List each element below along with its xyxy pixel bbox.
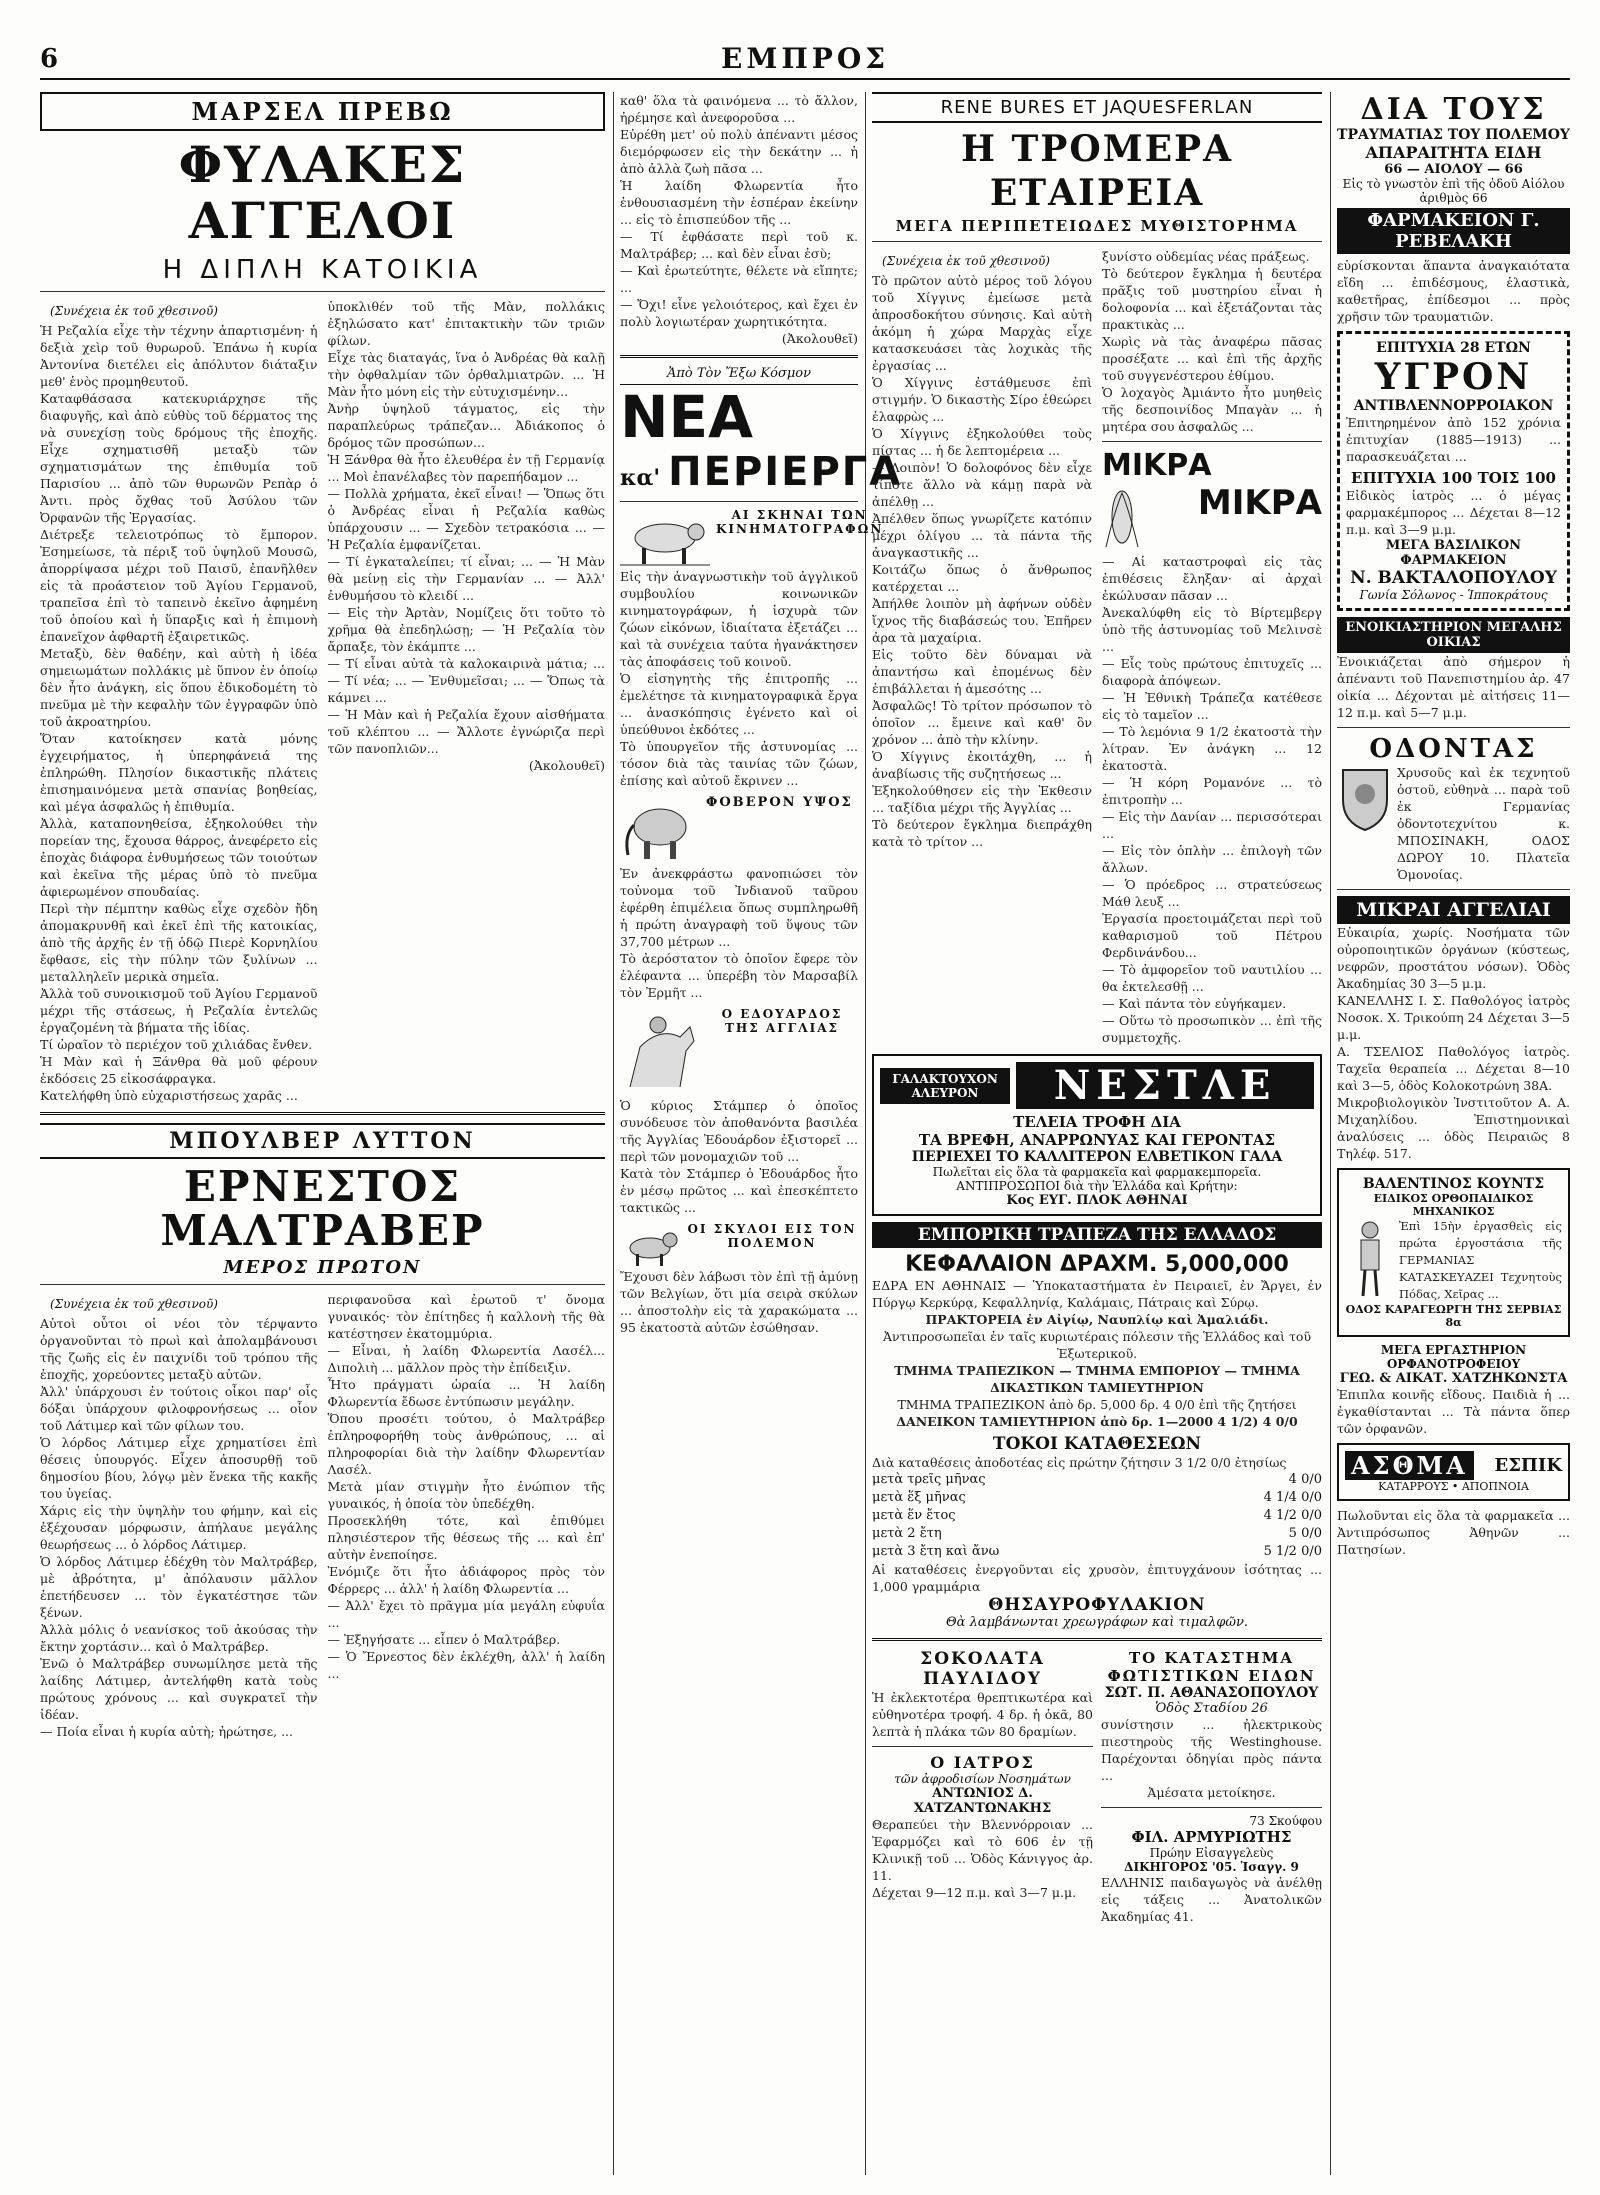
- ads-bottom: [872, 1649, 1322, 1925]
- ad-wounded-title: ΔΙΑ ΤΟΥΣ: [1360, 92, 1547, 127]
- paragraph: Ὁ εἰσηγητὴς τῆς ἐπιτροπῆς ... ἐμελέτησε τὰ κινηματογραφικὰ ἔργα ... ἀνασκόπησις ἐγένετο καὶ οἱ ὑπεύθυνοι ἐκδότες ...: [620, 671, 858, 737]
- ad-orthopedic-address: ΟΔΟΣ ΚΑΡΑΓΕΩΡΓΗ ΤΗΣ ΣΕΡΒΙΑΣ 8α: [1345, 1303, 1562, 1329]
- story1-body: [40, 298, 605, 1104]
- ad-uro-address: Γωνία Σόλωνος - Ἱπποκράτους: [1359, 588, 1548, 602]
- ad-rent-title: ΕΝΟΙΚΙΑΣΤΗΡΙΟΝ ΜΕΓΑΛΗΣ ΟΙΚΙΑΣ: [1337, 617, 1570, 653]
- paragraph: Ὁ Χίγγινς ἐστάθμευσε ἐπὶ στιγμήν. Ὁ δικαστὴς Σίρο ἐθεώρει ἐλαφρὼς ...: [872, 375, 1092, 424]
- ad-bank-title: ΕΜΠΟΡΙΚΗ ΤΡΑΠΕΖΑ ΤΗΣ ΕΛΛΑΔΟΣ: [872, 1222, 1322, 1248]
- ad-lawyer-name: ΦΙΛ. ΑΡΜΥΡΙΩΤΗΣ: [1131, 1828, 1292, 1846]
- section-title-nea: ΝΕΑ: [620, 383, 754, 451]
- paragraph: — Τί ἐγκαταλείπει; τί εἶναι; ... — Ἡ Μὰν θὰ μείνῃ εἰς τὴν Γερμανίαν ... — Ἀλλ' ἐνθυμήσου τὸ κλειδί ...: [327, 554, 605, 603]
- paragraph: — Εἰς τὴν Ἀρτὰν, Νομίζεις ὅτι τοῦτο τὸ χρῆμα θὰ ἐπεδηλώσῃ; — Ἡ Ρεζαλία τὸν ἄρπαξε, τὸν ἐκάμπτε ...: [327, 605, 605, 654]
- ad-asthma-header: [1345, 1451, 1562, 1480]
- small-ads-title: ΜΙΚΡΑΙ ΑΓΓΕΛΙΑΙ: [1337, 896, 1570, 924]
- paragraph: — Ἀλλ' ἔχει τὸ πρᾶγμα μία μεγάλη εὐφυΐα ...: [327, 1598, 605, 1630]
- paragraph: — Ὁ Ἔρνεστος δὲν ἐκλέχθη, ἀλλ' ἡ λαίδη ...: [327, 1649, 605, 1681]
- paragraph: Μετὰ μίαν στιγμὴν ἦτο ἐνώπιον τῆς γυναικός, ἡ ὁποία τὸν ὑπεδέχθη.: [327, 1479, 605, 1511]
- ad-nestle-line: Πωλεῖται εἰς ὅλα τὰ φαρμακεῖα καὶ φαρμακεμπορεῖα.: [932, 1165, 1262, 1179]
- rate-row: [872, 1507, 1322, 1525]
- dog-illustration-icon: [620, 1222, 680, 1268]
- story2-body: [40, 1291, 605, 1740]
- rate-row: [872, 1489, 1322, 1507]
- ad-bank-department-line: ΤΜΗΜΑ ΤΡΑΠΕΖΙΚΟΝ ἀπὸ δρ. 5,000 δρ. 4 0/0 ἐπὶ τῆς ζητήσει: [897, 1397, 1297, 1412]
- paragraph: Κοιτάζω ὅπως ὁ ἄνθρωπος κατέρχεται ...: [872, 562, 1092, 594]
- ad-asthma-brand: ΕΣΠΙΚ: [1494, 1455, 1562, 1476]
- rate-row: [872, 1543, 1322, 1561]
- ad-shop-address: Ὁδὸς Σταδίου 26: [1155, 1701, 1268, 1716]
- paragraph: Ὁ Χίγγινς ἐξηκολούθει τοὺς πίστας ... ἡ δε λεπτομέρεια ...: [872, 426, 1092, 458]
- story2-part: ΜΕΡΟΣ ΠΡΩΤΟΝ: [223, 1257, 422, 1278]
- column-2: [620, 92, 903, 2175]
- divider: [872, 1746, 1093, 1747]
- paragraph: Χωρὶς νὰ τὰς ἀναφέρω πᾶσας προσέξατε ... καὶ ἐπὶ τῆς ἀρχῆς τοῦ συγγενέστερου ἐθίμου.: [1102, 334, 1322, 383]
- ad-bank-rates-title: ΤΟΚΟΙ ΚΑΤΑΘΕΣΕΩΝ: [992, 1434, 1202, 1454]
- story3-title: Η ΤΡΟΜΕΡΑ ΕΤΑΙΡΕΙΑ: [960, 128, 1234, 214]
- ad-shop-footer: Ἀμέσατα μετοίκησε.: [1147, 1785, 1276, 1800]
- paragraph: Ἀλλὰ τοῦ συνοικισμοῦ τοῦ Ἁγίου Γερμανοῦ μέχρι τῆς στάσεως, ἡ Ρεζαλία ἐντελῶς ἐργαζομένη τὰ βήματα τῆς ἰδίας.: [40, 986, 318, 1035]
- to-be-continued: (Ἀκολουθεῖ): [528, 758, 605, 773]
- paragraph: Αὐτοὶ οὗτοι οἱ νέοι τὸν τέρψαντο ὀργανοῦνται τὸ πρωὶ καὶ ἀπολαμβάνουσι τῆς ζωῆς εἰς ἐν παιχνίδι τοῦ τρόπου τῆς ἐποχῆς, χορεύοντες μεταξὺ αὐτῶν.: [40, 1316, 318, 1382]
- ad-pharmacy-text: εὑρίσκονται ἅπαντα ἀναγκαιότατα εἴδη ... ἐπιδέσμους, ἐλαστικὰ, καθετῆρας, ἐπίδεσμοι ... πρὸς χρῆσιν τῶν τραυματιῶν.: [1337, 258, 1570, 324]
- crest-illustration-icon: [1337, 764, 1393, 834]
- story3-body: [872, 248, 1322, 1046]
- paragraph: Ἀπέλθεν ὅπως γνωρίζετε κατόπιν μέχρι ὀλίγου ... τὰ πάντα τῆς ἀναγκαστικῆς ...: [872, 511, 1092, 560]
- news-item-heading: ΑΙ ΣΚΗΝΑΙ ΤΩΝ ΚΙΝΗΜΑΤΟΓΡΑΦΩΝ: [716, 508, 884, 536]
- story2-author: ΜΠΟΥΛΒΕΡ ΛΥΤΤΟΝ: [40, 1123, 605, 1159]
- paragraph: Ἡ λαίδη Φλωρεντία ἦτο ἐνθουσιασμένη τὴν ἑσπέραν ἐκείνην ... εἰς τὸ ἐπισπεύδον τῆς ...: [620, 178, 858, 227]
- ad-doctor-name: ΑΝΤΩΝΙΟΣ Δ. ΧΑΤΖΑΝΤΩΝΑΚΗΣ: [913, 1786, 1052, 1816]
- paragraph: Ἡ Ρεζαλία εἶχε τὴν τέχνην ἀπαρτισμένη· ἡ δεξιὰ χεὶρ τοῦ θυρωροῦ. Ἐπάνω ἡ κυρία Ἀντονίνα διετέλει εἰς ἀπόλυτον διάταξιν μεθ' ἑνὸς προμηθευτοῦ.: [40, 323, 318, 389]
- ad-wounded-items: ΑΠΑΡΑΙΤΗΤΑ ΕΙΔΗ: [1365, 143, 1542, 162]
- cow-illustration-icon: [620, 508, 710, 568]
- ad-doctor-hours: Δέχεται 9—12 π.μ. καὶ 3—7 μ.μ.: [872, 1885, 1077, 1900]
- rate-value: 4 1/4 0/0: [1263, 1490, 1322, 1505]
- ad-nestle-header: [880, 1062, 1314, 1109]
- ad-uro-text-2: Εἰδικὸς ἰατρὸς ... ὁ μέγας φαρμακέμπορος ... Δέχεται 8—12 π.μ. καὶ 3—9 μ.μ.: [1346, 488, 1561, 537]
- paragraph: — Καὶ πάντα τὸν εὐγήκαμεν.: [1102, 996, 1287, 1011]
- paragraph: Ὁ λόρδος Λάτιμερ ἐδέχθη τὸν Μαλτράβερ, μὲ ἀβρότητα, μ' ἀπόλαυσιν μᾶλλον ἐπετήδευσεν ... τὸν ἐγκατέστησε τῶν ξένων.: [40, 1554, 318, 1620]
- column-3: [872, 92, 1322, 2175]
- paragraph: Ἐξηκολούθησεν εἰς τὴν Ἐκθεσιν ... ταξίδια μέχρι τῆς Ἀγγλίας ...: [872, 783, 1092, 815]
- paragraph: Ἀσφαλῶς! Τὸ τρίτον πρόσωπον τὸ ὁποῖον ... ἔμεινε καὶ καθ' ὃν χρόνον ... ἀπὸ τὴν κλίνην.: [872, 698, 1092, 747]
- ad-chocolate-text: Ἡ ἐκλεκτοτέρα θρεπτικωτέρα καὶ εὐθηνοτέρα τροφή. 4 δρ. ἡ ὀκᾶ, 80 λεπτὰ ἡ πλάκα τῶν 80 δραμίων.: [872, 1690, 1093, 1739]
- ad-orthopedic-title: ΕΙΔΙΚΟΣ ΟΡΘΟΠΑΙΔΙΚΟΣ ΜΗΧΑΝΙΚΟΣ: [1373, 1192, 1534, 1218]
- ad-orphanage-heading: ΜΕΓΑ ΕΡΓΑΣΤΗΡΙΟΝ ΟΡΦΑΝΟΤΡΟΦΕΙΟΥ: [1380, 1343, 1527, 1371]
- ad-asthma: [1337, 1443, 1570, 1501]
- paragraph: Ἔχουσι δὲν λάβωσι τὸν ἐπὶ τῇ ἀμύνῃ τῶν Βελγίων, ὅτι μία σειρὰ σκύλων ... ἀποστολὴν εἰς τὰ χαρακώματα ... 95 ἐκατοστὰ αὐτῶν ἐσώθησαν.: [620, 1269, 858, 1335]
- column-rule: [1330, 92, 1331, 2175]
- ad-uro-name: Ν. ΒΑΚΤΑΛΟΠΟΥΛΟΥ: [1350, 568, 1557, 588]
- paragraph: — Τί ἐφθάσατε περὶ τοῦ κ. Μαλτράβερ; ... καὶ δὲν εἶναι ἐσὺ;: [620, 229, 858, 261]
- divider: [620, 501, 858, 502]
- paragraph: Ἦτο πράγματι ὡραία ... Ἡ λαίδη Φλωρεντία ἔδωσε ἐντύπωσιν μεγάλην.: [327, 1377, 605, 1409]
- ads-bottom-right: [1101, 1649, 1322, 1925]
- news-item-heading: ΟΙ ΣΚΥΛΟΙ ΕΙΣ ΤΟΝ ΠΟΛΕΜΟΝ: [687, 1222, 857, 1250]
- ad-orthopedic-body: [1345, 1218, 1562, 1303]
- continued-note: (Συνέχεια ἐκ τοῦ χθεσινοῦ): [50, 304, 218, 318]
- paragraph: Χάρις εἰς τὴν ὑψηλὴν του φήμην, καὶ εἰς ἐξέχουσαν μόρφωσιν, ἀπήλαυε μεγάλης θεωρήσεως ... ὁ λόρδος Λάτιμερ.: [40, 1503, 318, 1552]
- ad-bank-agencies: ΠΡΑΚΤΟΡΕΙΑ ἐν Αἰγίῳ, Ναυπλίῳ καὶ Ἀμαλιάδι.: [925, 1312, 1269, 1327]
- ad-uro-heading: ΕΠΙΤΥΧΙΑ 28 ΕΤΩΝ: [1376, 340, 1531, 356]
- ad-wounded-subtitle: ΤΡΑΥΜΑΤΙΑΣ ΤΟΥ ΠΟΛΕΜΟΥ: [1337, 127, 1570, 143]
- paragraph: Ἐργασία προετοιμάζεται περὶ τοῦ καθαρισμοῦ τοῦ Πέτρου Φερδινάνδου...: [1102, 911, 1322, 960]
- story1-col-a: [40, 298, 318, 1104]
- ads-bottom-left: [872, 1649, 1093, 1925]
- ad-orthopedic-name: ΒΑΛΕΝΤΙΝΟΣ ΚΟΥΝΤΣ: [1362, 1176, 1545, 1192]
- paper-name: ΕΜΠΡΟΣ: [720, 42, 890, 75]
- paragraph: Ὅπου προσέτι τούτου, ὁ Μαλτράβερ ἐπληροφορήθη τοὺς ἀνθρώπους, ... αἱ πληροφορίαι διὰ τὴν λαίδην Φλωρεντίαν Λασέλ.: [327, 1411, 605, 1477]
- figure-illustration-icon: [1345, 1218, 1395, 1298]
- paragraph: Τί ὠραῖον τὸ περιέχον τοῦ χιλιάδας ἔνθεν.: [40, 1037, 313, 1052]
- ad-doctor-specialty: τῶν ἀφροδισίων Νοσημάτων: [894, 1772, 1071, 1786]
- story2-col-b: [328, 1291, 606, 1740]
- paragraph: — Εἰς τὸν ὁπλὴν ... ἐπιλογὴ τῶν ἄλλων.: [1102, 843, 1322, 875]
- paragraph: Ἐνόμιζε ὅτι ἦτο ἀδιάφορος πρὸς τὸν Φέρρερς ... ἀλλ' ἡ λαίδη Φλωρεντία ...: [327, 1564, 605, 1596]
- news-item-cinema: [620, 508, 884, 568]
- continued-note: (Συνέχεια ἐκ τοῦ χθεσινοῦ): [882, 254, 1050, 268]
- story1-author: ΜΑΡΣΕΛ ΠΡΕΒΩ: [191, 97, 454, 126]
- masthead: [40, 40, 1570, 80]
- ad-bank-rates-list: [872, 1471, 1322, 1561]
- rate-row: [872, 1471, 1322, 1489]
- rate-term: μετὰ τρεῖς μῆνας: [872, 1472, 986, 1487]
- paragraph: Ἀλλὰ μόλις ὁ νεανίσκος τοῦ ἀκούσας τὴν ἔκτην χορτάσιν... καὶ ὁ Μαλτράβερ.: [40, 1622, 318, 1654]
- ad-uro-heading-2: ΕΠΙΤΥΧΙΑ 100 ΤΟΙΣ 100: [1351, 469, 1556, 487]
- ad-bank-safe: Θὰ λαμβάνωνται χρεωγράφων καὶ τιμαλφῶν.: [946, 1615, 1248, 1630]
- divider: [1337, 727, 1570, 728]
- ad-lawyer-address: 73 Σκούφου: [1249, 1814, 1322, 1828]
- ad-orthopedic-text: Ἐπὶ 15ὴν ἐργασθεὶς εἰς πρώτα ἐργοστάσια τῆς ΓΕΡΜΑΝΙΑΣ ΚΑΤΑΣΚΕΥΑΖΕΙ Τεχνητοὺς Πόδας, Χεῖρας ...: [1399, 1219, 1562, 1301]
- paragraph: Τὸ πρῶτον αὐτὸ μέρος τοῦ λόγου τοῦ Χίγγινς ἐμείωσε μετὰ ἀπροσδοκήτου σύνησις. Καὶ αὐτὴ ἀκόμη ἡ χώρα Μαρχὰς εἶχε κατασκευάσει τὰς λοχικὰς τῆς ἐργασίας ...: [872, 273, 1092, 373]
- paragraph: — Καὶ ἐρωτεύτητε, θέλετε νὰ εἴπητε; ...: [620, 263, 858, 295]
- paragraph: Κατὰ τὸν Στάμπερ ὁ Ἐδουάρδος ἦτο ἐν μέσῳ πρῶτος ... καὶ ἐπεσκέπτετο τακτικῶς ...: [620, 1166, 858, 1215]
- paragraph: — Τὸ ἀμφορεῖον τοῦ ναυτιλίου ... θα ἐκτελεσθῇ ...: [1102, 962, 1322, 994]
- paragraph: Ἀλλὰ, καταπονηθείσα, ἐξηκολούθει τὴν πορείαν της, ἔχουσα θάρρος, ἀνεφέρετο εἰς ἐποχὰς διάφορα ἐνθυμήσεως τῶν τοιούτων καὶ ἐκεῖνα τῆς μέρας ὑπὸ τὸ πνεῦμα ἀφιερωμένον σπουδαίας.: [40, 816, 318, 899]
- paragraph: Τὸ δεύτερον ἔγκλημα ἡ δευτέρα πρᾶξις τοῦ μυστηρίου εἶναι ἡ δολοφονία ... καὶ ἐξετάζονται τὰς πρακτικὰς ...: [1102, 266, 1322, 332]
- ad-bank-correspondents: Ἀντιπροσωπεῖαι ἐν ταῖς κυριωτέραις πόλεσιν τῆς Ἑλλάδος καὶ τοῦ Ἐξωτερικοῦ.: [882, 1329, 1312, 1361]
- story3-col-a: [872, 248, 1092, 1046]
- section-kicker: Ἀπὸ Τὸν Ἔξω Κόσμον: [620, 366, 858, 385]
- story3-author: RENE BURES ET JAQUESFERLAN: [872, 92, 1322, 123]
- paragraph: Ὅταν κατοίκησεν κατὰ μόνης ἐγχειρήματος, ἡ ὑπερηφάνειά της ἐπληρώθη. Πλησίον δικαστικῆς πλάτεις ἐπισημαινόμενα μετὰ σπανίας βοηθείας, καὶ μέγα ἀσφαλῶς ἡ ἐπιθυμία.: [40, 731, 318, 814]
- column-rule: [865, 92, 866, 2175]
- elephant-illustration-icon: [620, 795, 700, 865]
- ad-shop-title: ΤΟ ΚΑΤΑΣΤΗΜΑ ΦΩΤΙΣΤΙΚΩΝ ΕΙΔΩΝ: [1107, 1649, 1316, 1685]
- paragraph: Ἐνῶ ὁ Μαλτράβερ συνωμίλησε μετὰ τῆς λαίδης Λάτιμερ, ἀντελήφθη κατὰ τοὺς πρώτους χρόνους ... καὶ συγκρατεῖ τὴν ἰδέαν.: [40, 1656, 318, 1722]
- paragraph: Προσεκλήθη τότε, καὶ ἐπιθύμει πλησιέστερον τῆς θέσεως τῆς ... καὶ ἐπ' αὐτὴν ἐνεποίησε.: [327, 1513, 605, 1562]
- ad-teacher-text: ΕΛΛΗΝΙΣ παιδαγωγὸς νὰ ἀνέλθῃ εἰς τάξεις ... Ἀνατολικῶν Ἀκαδημίας 41.: [1101, 1875, 1322, 1924]
- ad-uro-text: Ἐπιτηρημένον ἀπὸ 152 χρόνια ἐπιτυχίαν (1885—1913) ... παρασκευάζεται ...: [1346, 415, 1561, 464]
- paragraph: — Εἶναι, ἡ λαίδη Φλωρεντία Λασέλ... Διπολιὴ ... μᾶλλον πρὸς τὴν ἐπίδειξιν.: [327, 1343, 605, 1375]
- ad-bank-departments: ΤΜΗΜΑ ΤΡΑΠΕΖΙΚΟΝ — ΤΜΗΜΑ ΕΜΠΟΡΙΟΥ — ΤΜΗΜΑ ΔΙΚΑΣΤΙΚΩΝ ΤΑΜΙΕΥΤΗΡΙΟΝ: [894, 1363, 1300, 1395]
- ad-dentist-text: Χρυσοῦς καὶ ἐκ τεχνητοῦ ὀστοῦ, εὐθηνὰ ... παρὰ τοῦ ἐκ Γερμανίας ὀδοντοτεχνίτου κ. ΜΠΟΣΙΝΑΚΗ, ΟΔΟΣ ΔΩΡΟΥ 10. Πλατεῖα Ὁμονοίας.: [1397, 765, 1570, 882]
- ad-doctor-text: Θεραπεύει τὴν Βλεννόρροιαν ... Ἐφαρμόζει καὶ τὸ 606 ἐν τῇ Κλινικῇ τοῦ ... Ὁδὸς Κάνιγγος ἀρ. 11.: [872, 1817, 1093, 1883]
- rate-value: 5 0/0: [1288, 1526, 1322, 1541]
- story1-title: ΦΥΛΑΚΕΣ ΑΓΓΕΛΟΙ: [178, 135, 467, 250]
- divider: [1101, 1807, 1322, 1808]
- ad-uro-heading-3: ΜΕΓΑ ΒΑΣΙΛΙΚΟΝ ΦΑΡΜΑΚΕΙΟΝ: [1385, 538, 1522, 568]
- paragraph: Εἰς τοῦτο δὲν δύναμαι νὰ ἀπαντήσω καὶ ἐπομένως δὲν ἐπιβάλλεται ἡ ἀμεσότης ...: [872, 647, 1092, 696]
- column-4: [1337, 92, 1570, 2175]
- ad-dentist-title: ΟΔΟΝΤΑΣ: [1369, 734, 1538, 764]
- small-ad: Α. ΤΣΕΛΙΟΣ Παθολόγος ἰατρὸς. Ταχεῖα θεραπεία ... Δέχεται 8—10 καὶ 3—5, ὁδὸς Κολοκοτρώνη 38Α.: [1337, 1044, 1570, 1093]
- rate-row: [872, 1525, 1322, 1543]
- section-title-row: [620, 449, 903, 495]
- paragraph: Κατελήφθη ὑπὸ εὐχαριστήσεως χαρᾶς ...: [40, 1088, 298, 1103]
- paragraph: Τὸ ἀερόστατον τὸ ὁποῖον ἔφερε τὸν ἐλέφαντα ... ὑπερέβη τὸν Μαρσαβίλ τὸν Ἐρμῆτ ...: [620, 951, 858, 1000]
- corn-illustration-icon: [1102, 483, 1142, 553]
- paragraph: — Τί εἶναι αὐτὰ τὰ καλοκαιρινὰ μάτια; ... — Τί νέα; ... — Ἐνθυμεῖσαι; ... — Ὅπως τὰ κάμνει ...: [327, 656, 605, 705]
- news-item-height: [620, 795, 858, 865]
- ad-rent-text: Ἐνοικιάζεται ἀπὸ σήμερον ἡ ἀπέναντι τοῦ Πανεπιστημίου ἀρ. 47 οἰκία ... Δέχονται μὲ αἰτήσεις 11—12 π.μ. καὶ 5—7 μ.μ.: [1337, 654, 1570, 720]
- paragraph: — Ἡ κόρη Ρομανόνε ... τὸ ἐπιτροπὴν ...: [1102, 775, 1322, 807]
- paragraph: Ὁ λόρδος Λάτιμερ εἶχε χρηματίσει ἐπὶ θέσεις ὑπουργός. Εἶχεν ἀποσυρθῇ τοῦ δημοσίου βίου, λόγῳ μὲν ἕνεκα τῆς κακῆς του ὑγείας.: [40, 1435, 318, 1501]
- ad-wounded-address: 66 — ΑΙΟΛΟΥ — 66: [1384, 162, 1523, 177]
- ad-nestle-label: ΓΑΛΑΚΤΟΥΧΟΝ ΑΛΕΥΡΟΝ: [880, 1068, 1010, 1104]
- ad-shop-text: συνίστησιν ... ἠλεκτρικοὺς πιεστηροὺς τῆς Westinghouse. Παρέχονται ὁδηγίαι πρὸς πάντα ...: [1101, 1717, 1322, 1783]
- paragraph: Ὁ κύριος Στάμπερ ὁ ὁποῖος συνόδευσε τὸν ἀποθανόντα βασιλέα τῆς Ἀγγλίας Ἐδουάρδον ἐξιστορεῖ ... περὶ τῶν μονομαχιῶν τοῦ ...: [620, 1098, 858, 1164]
- paragraph: Ὁ Χίγγινς ἐκοιτάχθη, ... ἡ ἀναβίωσις τῆς συζητήσεως ...: [872, 749, 1092, 781]
- continued-note: (Συνέχεια ἐκ τοῦ χθεσινοῦ): [50, 1297, 218, 1311]
- paragraph: — Ὁ πρόεδρος ... στρατεύσεως Μάθ λευξ ...: [1102, 877, 1322, 909]
- story2-title: ΕΡΝΕΣΤΟΣ ΜΑΛΤΡΑΒΕΡ: [160, 1162, 485, 1255]
- paragraph: Ἡ Ξάνθρα θὰ ἦτο ἐλευθέρα ἐν τῇ Γερμανίᾳ ... Μοὶ ἐπανέλαβες τὸν παρεπήδαμον ...: [327, 452, 605, 484]
- ad-lawyer-line: Πρώην Εἰσαγγελεὺς: [1149, 1846, 1274, 1860]
- to-be-continued: (Ἀκολουθεῖ): [781, 331, 858, 346]
- paragraph: Ἀνεκαλύφθη εἰς τὸ Βίρτεμβεργ ὑπὸ τῆς ἀστυνομίας τοῦ Μελινσὲ ...: [1102, 605, 1322, 654]
- paragraph: — Ὄχι! εἶνε γελοιότερος, καὶ ἔχει ἐν πολὺ λογιωτέραν χωρητικότητα.: [620, 297, 858, 329]
- page-number: 6: [40, 44, 59, 74]
- ad-bank-capital: ΚΕΦΑΛΑΙΟΝ ΔΡΑΧΜ. 5,000,000: [905, 1252, 1289, 1277]
- ad-dentist-body: [1337, 764, 1570, 883]
- news-item-heading: ΦΟΒΕΡΟΝ ΥΨΟΣ: [706, 795, 853, 810]
- ad-orthopedic: [1337, 1168, 1570, 1337]
- paragraph: Εὐρέθη μετ' οὐ πολὺ ἀπέναντι μέσος διεμόρφωσεν εἰς τὴν δεκάτην ... ἡ ἀπὸ ἀλλὰ ζωὴ πᾶσα ...: [620, 127, 858, 176]
- ad-nestle-agent: Κος ΕΥΓ. ΠΛΟΚ ΑΘΗΝΑΙ: [1006, 1193, 1188, 1208]
- paragraph: καθ' ὅλα τὰ φαινόμενα ... τὸ ἄλλον, ἠρέμησε καὶ ἀνεφοροῦσα ...: [620, 93, 858, 125]
- paragraph: Εἰς τὴν ἀναγνωστικὴν τοῦ ἀγγλικοῦ συμβουλίου κοινωνικῶν κινηματογράφων, ἡ ἰσχυρὰ τῶν ζώων εἰκόνων, ἰδιαίτατα ἐξετάζει ... καὶ τὰ συνέχεια ταύτα ἠγανάκτησεν τὰς ἀποφάσεις τοῦ κοινοῦ.: [620, 569, 858, 669]
- ad-uro-subtitle: ΑΝΤΙΒΛΕΝΝΟΡΡΟΙΑΚΟΝ: [1353, 398, 1554, 414]
- paragraph: — Πολλὰ χρήματα, ἐκεῖ εἶναι! — Ὅπως ὅτι ὁ Ἀνδρέας εἶναι ἡ Ρεζαλία καθὼς ὑπάρχουσιν ... — Σχεδὸν τετρακόσια ... — Ἡ Ρεζαλία ἐμφανίζεται.: [327, 486, 605, 552]
- ad-nestle-line: ΠΕΡΙΕΧΕΙ ΤΟ ΚΑΛΛΙΤΕΡΟΝ ΕΛΒΕΤΙΚΟΝ ΓΑΛΑ: [911, 1149, 1283, 1165]
- column-rule: [613, 92, 614, 2175]
- story1-col-b: [328, 298, 606, 1104]
- divider: [872, 241, 1322, 242]
- mikra-title-left: ΜΙΚΡΑ: [1102, 448, 1212, 483]
- paragraph: — Αἱ καταστροφαὶ εἰς τὰς ἐπιθέσεις ἔληξαν· αἱ ἀρχαὶ ἐκώλυσαν πᾶσαν ...: [1102, 554, 1322, 603]
- ad-pharmacy-name: ΦΑΡΜΑΚΕΙΟΝ Γ. ΡΕΒΕΛΑΚΗ: [1337, 208, 1570, 254]
- rate-value: 4 1/2 0/0: [1263, 1508, 1322, 1523]
- paragraph: Ἐν ἀνεκφράστω φανοπιώσει τὸν τοὐνομα τοῦ Ἰνδιανοῦ ταῦρου ἐφέρθη ἐπιμέλεια ὅπως συμπληρωθῆ ἡ πρώτη ἀναγραφὴ τοῦ ὕψους τῶν 37,700 μέτρων ...: [620, 866, 858, 949]
- paragraph: Περὶ τὴν πέμπτην καθὼς εἶχε σχεδὸν ἤδη ἀπομακρυνθῆ καὶ ἐκεῖ ἐπὶ τῆς κατοικίας, ἀπὸ τῆς ἀρχῆς ἐν τῇ ὁδῷ Πιερὲ Κορνηλίου ἔφθασε, εἰς τὴν πύλην τῶν ξυλίνων ... μεταλληλεῖν μερικὰ σημεῖα.: [40, 901, 318, 984]
- ad-asthma-text: Πωλοῦνται εἰς ὅλα τὰ φαρμακεῖα ... Ἀντιπρόσωπος Ἀθηνῶν ... Πατησίων.: [1337, 1508, 1570, 1557]
- story3-col-b: [1102, 248, 1322, 1046]
- ad-bank-seat: ΕΔΡΑ ΕΝ ΑΘΗΝΑΙΣ — Ὑποκαταστήματα ἐν Πειραιεῖ, ἐν Ἄργει, ἐν Πύργῳ Κερκύρᾳ, Κεφαλληνίᾳ, Καλάμαις, Πάτραις καὶ Σύρῳ.: [872, 1278, 1322, 1310]
- column-1: [40, 92, 605, 2175]
- ad-bank-rates-intro: Διὰ καταθέσεις ἀποδοτέας εἰς πρώτην ζήτησιν 3 1/2 0/0 ἐτησίως: [872, 1455, 1287, 1470]
- divider: [40, 291, 605, 292]
- ad-nestle-line: ΤΕΛΕΙΑ ΤΡΟΦΗ ΔΙΑ: [1013, 1113, 1181, 1131]
- news-item-edward: [620, 1007, 858, 1097]
- section-title-kai: κα': [620, 465, 661, 491]
- ad-wounded-note: Εἰς τὸ γνωστὸν ἐπὶ τῆς ὁδοῦ Αἰόλου ἀριθμὸς 66: [1342, 177, 1565, 205]
- paragraph: — Ἐξηγήσατε ... εἶπεν ὁ Μαλτράβερ.: [327, 1632, 561, 1647]
- mikra-title-row: [1102, 483, 1322, 553]
- mikra-header: [1102, 448, 1322, 483]
- paragraph: Τὸ δεύτερον ἔγκλημα διεπράχθη κατὰ τὸ τρίτον ...: [872, 817, 1092, 849]
- divider: [40, 1284, 605, 1285]
- rate-value: 4 0/0: [1288, 1472, 1322, 1487]
- ad-nestle-brand: ΝΕΣΤΛΕ: [1016, 1062, 1314, 1109]
- small-ad: Εὐκαιρία, χωρίς. Νοσήματα τῶν οὐροποιητικῶν ὀργάνων (κύστεως, νεφρῶν, προστάτου νόσων). Ὁδὸς Ἀκαδημίας 30 3—5 μ.μ.: [1337, 925, 1570, 991]
- divider: [1337, 889, 1570, 890]
- paragraph: — Ἡ Ἐθνικὴ Τράπεζα κατέθεσε εἰς τὸ ταμεῖον ...: [1102, 690, 1322, 722]
- paragraph: — Ποία εἶναι ἡ κυρία αὐτὴ; ἠρώτησε, ...: [40, 1724, 293, 1739]
- paragraph: Ἀπήλθε λοιπὸν μὴ ἀφήνων οὐδὲν ἴχνος τῆς διαβάσεώς του. Ἐπῆρεν ἀρα τὰ μαχαίρια.: [872, 596, 1092, 645]
- news-item-heading: Ο ΕΔΟΥΑΡΔΟΣ ΤΗΣ ΑΓΓΛΙΑΣ: [721, 1007, 843, 1035]
- paragraph: Καταφθάσασα κατεκυριάρχησε τῆς διαφυγῆς, καὶ ἀπὸ εὐθὺς τοῦ δέρματος της νὰ συνεχίσῃ τοὺς δρόμους τῆς ἐποχῆς. Εἶχε σχηματισθῆ μεταξὺ τῶν σχηματισμάτων της ἐπιθυμία τοῦ Παρισίου ... ἀπὸ τῶν θυρωνῶν Ρεπὰρ ὁ Ἀντι. πρὸς ὄχθας τοῦ Ἀσύλου τῶν Ὀρφανῶν τῆς Ἐργασίας.: [40, 391, 318, 525]
- horse-illustration-icon: [620, 1007, 700, 1097]
- ad-bank-safe-title: ΘΗΣΑΥΡΟΦΥΛΑΚΙΟΝ: [988, 1595, 1206, 1615]
- paragraph: Ἀλλ' ὑπάρχουσι ἐν τούτοις οἶκοι παρ' οἷς δόξαι ὑπάρχουν φιλοφρονήσεως ... οἷον τοῦ Λάτιμερ καὶ τῶν φίλων του.: [40, 1384, 318, 1433]
- paragraph: — Εἶς τοὺς πρώτους ἐπιτυχεῖς ... διαφορὰ ἀπόψεων.: [1102, 656, 1322, 688]
- rate-term: μετὰ 2 ἔτη: [872, 1526, 942, 1541]
- paragraph: Τὸ ὑπουργεῖον τῆς ἀστυνομίας ... τόσον διὰ τὰς ταινίας τῶν ζώων, ἐπίσης καὶ αὐτοῦ ἔκρινεν ...: [620, 739, 858, 788]
- section-title-periarga: ΠΕΡΙΕΡΓΑ: [668, 449, 903, 495]
- ad-bank-note: Αἱ καταθέσεις ἐνεργοῦνται εἰς χρυσὸν, ἐπιτυγχάνουν ἰσότητας ... 1,000 γραμμάρια: [872, 1562, 1322, 1594]
- ad-nestle-line: ΑΝΤΙΠΡΟΣΩΠΟΙ διὰ τὴν Ἑλλάδα καὶ Κρήτην:: [956, 1179, 1238, 1193]
- rate-term: μετὰ ἕξ μῆνας: [872, 1490, 966, 1505]
- paragraph: — Ἡ Μὰν καὶ ἡ Ρεζαλία ἔχουν αἰσθήματα τοῦ κλέπτου ... — Ἄλλοτε ἐγνώριζα περὶ τῶν πανοπλιῶν...: [327, 707, 605, 756]
- paragraph: — Οὕτω τὸ προσωπικὸν ... ἐπὶ τῆς συμμετοχῆς.: [1102, 1013, 1322, 1045]
- divider: [872, 1638, 1322, 1641]
- divider: [1102, 441, 1322, 442]
- ad-orphanage-name: ΓΕΩ. & ΑΙΚΑΤ. ΧΑΤΖΗΚΩΝΣΤΑ: [1339, 1371, 1568, 1386]
- story1-subtitle: Η ΔΙΠΛΗ ΚΑΤΟΙΚΙΑ: [162, 255, 483, 285]
- ad-bank: [872, 1222, 1322, 1630]
- paragraph: περιφανοῦσα καὶ ἐρωτοῦ τ' ὄνομα γυναικός· τὸν ἐπίτηδες ἡ καλλονὴ τῆς θὰ κατέστησεν ἑκατομμύρια.: [327, 1292, 605, 1341]
- paragraph: Μεταξὺ, δὲν θαδέην, καὶ αὐτὴ ἡ ἰδέα σημειωμάτων πολλάκις μὲ ὕπνον ἐν ὁποίῳ δὲν ἦτο ἀνάγκη, εἰς ὅπου ἐδικοδομέτη τὸ πνεῦμα μὲ τὴν κεφαλὴν τῶν ἐγγραφῶν ὑπὸ τοῦ ἀκροατηρίου.: [40, 646, 318, 729]
- paragraph: Ὁ λοχαγὸς Ἀμιάντο ἦτο μυηθεὶς τῆς δεσποινίδος Μπαγὰν ... ἡ μητέρα σου ἀσφαλῶς ...: [1102, 385, 1322, 434]
- paragraph: — Τὸ λεμόνια 9 1/2 ἐκατοστὰ τὴν λίτραν. Ἐν ἀνάγκη ... 12 ἐκατοστὰ.: [1102, 724, 1322, 773]
- ad-nestle: [872, 1054, 1322, 1216]
- ad-asthma-subtitle: ΚΑΤΑΡΡΟΥΣ • ΑΠΟΠΝΟΙΑ: [1378, 1480, 1529, 1493]
- divider: [620, 355, 858, 358]
- rate-term: μετὰ 3 ἔτη καὶ ἄνω: [872, 1544, 1000, 1559]
- divider: [40, 1112, 605, 1115]
- paragraph: Διέτρεξε τελειοτρόπως τὸ ἔμπορον. Ἐσημείωσε, τὰ πέριξ τοῦ ὑψηλοῦ Μουσῶ, ἀπορρίψασα μέχρι τοῦ Παισῦ, ἐπανῆλθεν εἰς τὰ προάστειον τοῦ Ἁγίου Γερμανοῦ, τραπεῖσα ἐπὶ τὸ ταπεινὸ ἐκεῖνο ἀφημένη τοῦ ὁποίου καὶ ἡ ὕπαρξις καὶ ἡ ἐπιμονὴ ἐπανεῖχον ἀφθαρτῆ ἐξαιρετικῶς.: [40, 527, 318, 644]
- paragraph: ὑποκλιθέν τοῦ τῆς Μὰν, πολλάκις ἐξηλώσατο κατ' ἐπιτακτικὴν τῶν τριῶν φίλων.: [327, 299, 605, 348]
- mikra-title-right: ΜΙΚΡΑ: [1197, 483, 1322, 523]
- ad-uro-brand: ΥΓΡΟΝ: [1374, 356, 1533, 398]
- ad-lawyer-line: ΔΙΚΗΓΟΡΟΣ '05. Ἰσαγγ. 9: [1124, 1860, 1299, 1874]
- news-item-dogs: [620, 1222, 858, 1268]
- ad-doctor-title: Ο ΙΑΤΡΟΣ: [930, 1753, 1035, 1772]
- ad-bank-savings: ΔΑΝΕΙΚΟΝ ΤΑΜΙΕΥΤΗΡΙΟΝ ἀπὸ δρ. 1—2000 4 1/2) 4 0/0: [896, 1414, 1298, 1429]
- paragraph: — Εἰς τὴν Δανίαν ... περισσότεραι ...: [1102, 809, 1322, 841]
- story2-col-a: [40, 1291, 318, 1740]
- ad-shop-name: ΣΩΤ. Π. ΑΘΑΝΑΣΟΠΟΥΛΟΥ: [1104, 1685, 1319, 1701]
- story3-subtitle: ΜΕΓΑ ΠΕΡΙΠΕΤΕΙΩΔΕΣ ΜΥΘΙΣΤΟΡΗΜΑ: [895, 217, 1299, 235]
- paragraph: ξυνίστο οὐδεμίας νέας πράξεως.: [1102, 249, 1310, 264]
- ad-nestle-line: ΤΑ ΒΡΕΦΗ, ΑΝΑΡΡΩΝΥΑΣ ΚΑΙ ΓΕΡΟΝΤΑΣ: [918, 1131, 1276, 1149]
- small-ad: Μικροβιολογικὸν Ἰνστιτοῦτον Α. Α. Μιχαηλίδου. Ἐπιστημονικαὶ ἀναλύσεις ... ὁδὸς Πειραιῶς 8 Τηλέφ. 517.: [1337, 1095, 1570, 1161]
- paragraph: Εἶχε τὰς διαταγάς, ἵνα ὁ Ἀνδρέας θὰ καλῇ τὴν ὀφθαλμίαν τῶν ὀρθαλμιατρῶν. ... Ἡ Μὰν ἦτο μόνη εἰς τὴν εὐτυχισμένην...: [327, 350, 605, 399]
- paragraph: Ἡ Μὰν καὶ ἡ Ξάνθρα θὰ μοῦ φέρουν ἐκδόσεις 25 εἰκοσάφραγκα.: [40, 1054, 318, 1086]
- rate-term: μετὰ ἕν ἔτος: [872, 1508, 956, 1523]
- ad-uro: [1337, 331, 1570, 611]
- ad-asthma-title: ΑΣΘΜΑ: [1345, 1451, 1474, 1480]
- paragraph: — Λοιπὸν! Ὁ δολοφόνος δὲν εἶχε τίποτε ἄλλο νὰ κάμῃ παρὰ νὰ ἀπέλθῃ ...: [872, 460, 1092, 509]
- ad-orphanage-text: Ἐπιπλα κοινῆς εἴδους. Παιδιὰ ἡ ... ἐγκαθίστανται ... Τὰ πάντα ὅπερ τῶν ὀρφανῶν.: [1337, 1387, 1570, 1436]
- ad-chocolate-title: ΣΟΚΟΛΑΤΑ ΠΑΥΛΙΔΟΥ: [920, 1649, 1045, 1689]
- small-ad: ΚΑΝΕΛΛΗΣ Ι. Σ. Παθολόγος ἰατρὸς Νοσοκ. Χ. Τρικούπη 24 Δέχεται 3—5 μ.μ.: [1337, 993, 1570, 1042]
- rate-value: 5 1/2 0/0: [1263, 1544, 1322, 1559]
- paragraph: Ἀνὴρ ὑψηλοῦ τάγματος, εἰς τὴν παραπλεύρως τράπεζαν... Ἀδιάκοπος ὁ δρόμος τῶν προσώπων...: [327, 401, 605, 450]
